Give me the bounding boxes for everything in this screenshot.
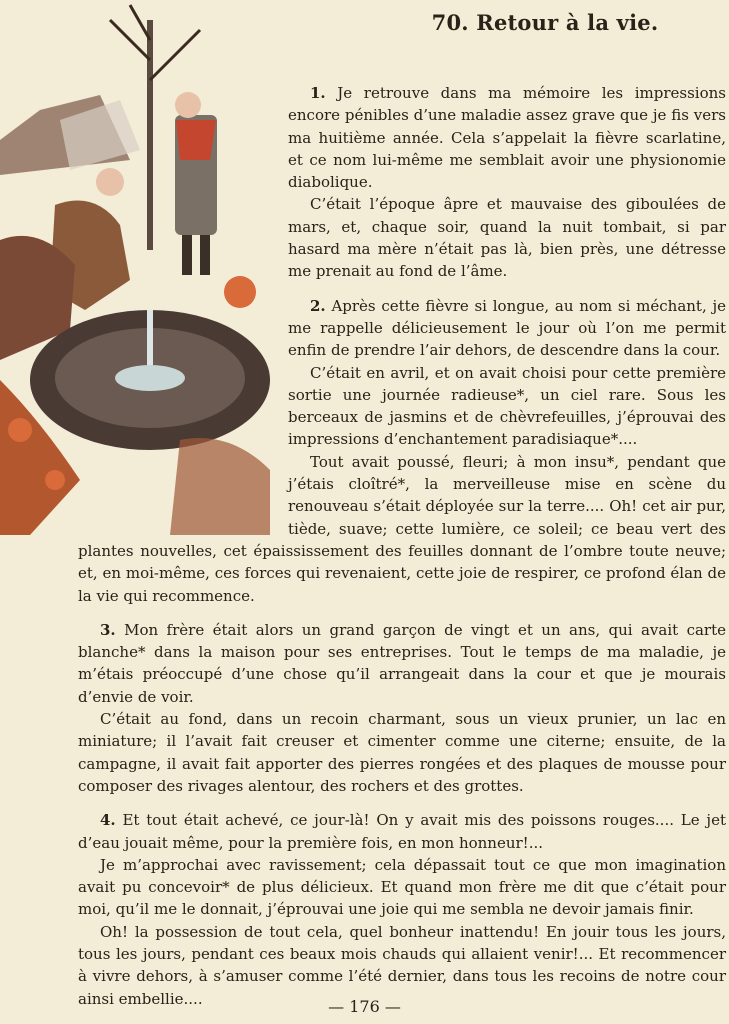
chapter-title: 70. Retour à la vie. xyxy=(431,10,659,35)
section-2-paragraph-3: Tout avait poussé, fleuri; à mon insu*, pendant que j’étais cloîtré*, la merveilleuse mise en scène du renouveau s’était déployée sur la terre.... Oh! cet air pur, tiède, suave; cette lumière, ce soleil; ce beau vert des plantes nouvelles, cet épaississement des feuilles donnant de l’ombre toute neuve; et, en moi-même, ces forces qui revenaient, cette joie de respirer, ce profond élan de la vie qui recommence. xyxy=(78,452,726,605)
illustration-space xyxy=(78,82,288,530)
section-1-paragraph-2: C’était l’époque âpre et mauvaise des giboulées de mars, et, chaque soir, quand la nuit tombait, si par hasard ma mère n’était pas là, bien près, une détresse me prenait au fond de l’âme. xyxy=(288,195,726,281)
section-number: 2. xyxy=(310,296,326,315)
section-number: 3. xyxy=(100,620,116,639)
section-number: 1. xyxy=(310,84,326,102)
section-3-paragraph-2: C’était au fond, dans un recoin charmant, sous un vieux prunier, un lac en miniature; il l’avait fait creuser et cimenter comme une citerne; ensuite, de la campagne, il avait fait apporter des pierres rongées et des plaques de mousse pour composer des rivages alentour, des rochers et des grottes. xyxy=(78,710,726,795)
page-number: — 176 — xyxy=(328,997,401,1016)
paragraph-text: Après cette fièvre si longue, au nom si méchant, je me rappelle délicieusement le jour où l’on me permit enfin de prendre l’air dehors, de descendre dans la cour. xyxy=(288,296,726,360)
body-text xyxy=(78,82,726,1010)
paragraph-text: Et tout était achevé, ce jour-là! On y avait mis des poissons rouges.... Le jet d’eau jouait même, pour la première fois, en mon honneur!... xyxy=(78,811,726,852)
section-2-paragraph-2: C’était en avril, et on avait choisi pour cette première sortie une journée radieuse*, un ciel rare. Sous les berceaux de jasmins et de chèvrefeuilles, j’éprouvai des impressions d’enchantement paradisiaque*.... xyxy=(288,363,726,449)
section-number: 4. xyxy=(100,811,116,830)
paragraph-text: Mon frère était alors un grand garçon de vingt et un ans, qui avait carte blanche* dans la maison pour ses entreprises. Tout le temps de ma maladie, je m’étais préoccupé d’une chose qu’il arrangeait dans la cour et que je mourais d’envie de voir. xyxy=(78,620,726,706)
section-4-paragraph-2: Je m’approchai avec ravissement; cela dépassait tout ce que mon imagination avait pu concevoir* de plus délicieux. Et quand mon frère me dit que c’était pour moi, qu’il me le donnait, j’éprouvai une joie qui me sembla ne devoir jamais finir. xyxy=(78,855,726,919)
section-3-paragraph-1 xyxy=(78,619,726,708)
section-4-paragraph-3: Oh! la possession de tout cela, quel bonheur inattendu! En jouir tous les jours, tous les jours, pendant ces beaux mois chauds qui allaient venir!... Et recommencer à vivre dehors, à s’amuser comme l’été dernier, dans tous les recoins de notre cour ainsi embellie.... xyxy=(78,922,726,1008)
section-4-paragraph-1 xyxy=(78,809,726,854)
paragraph-text: Je retrouve dans ma mémoire les impressions encore pénibles d’une maladie assez grave que je fis vers ma huitième année. Cela s’appelait la fièvre scarlatine, et ce nom lui-même me semblait avoir une physionomie diabolique. xyxy=(288,84,726,192)
